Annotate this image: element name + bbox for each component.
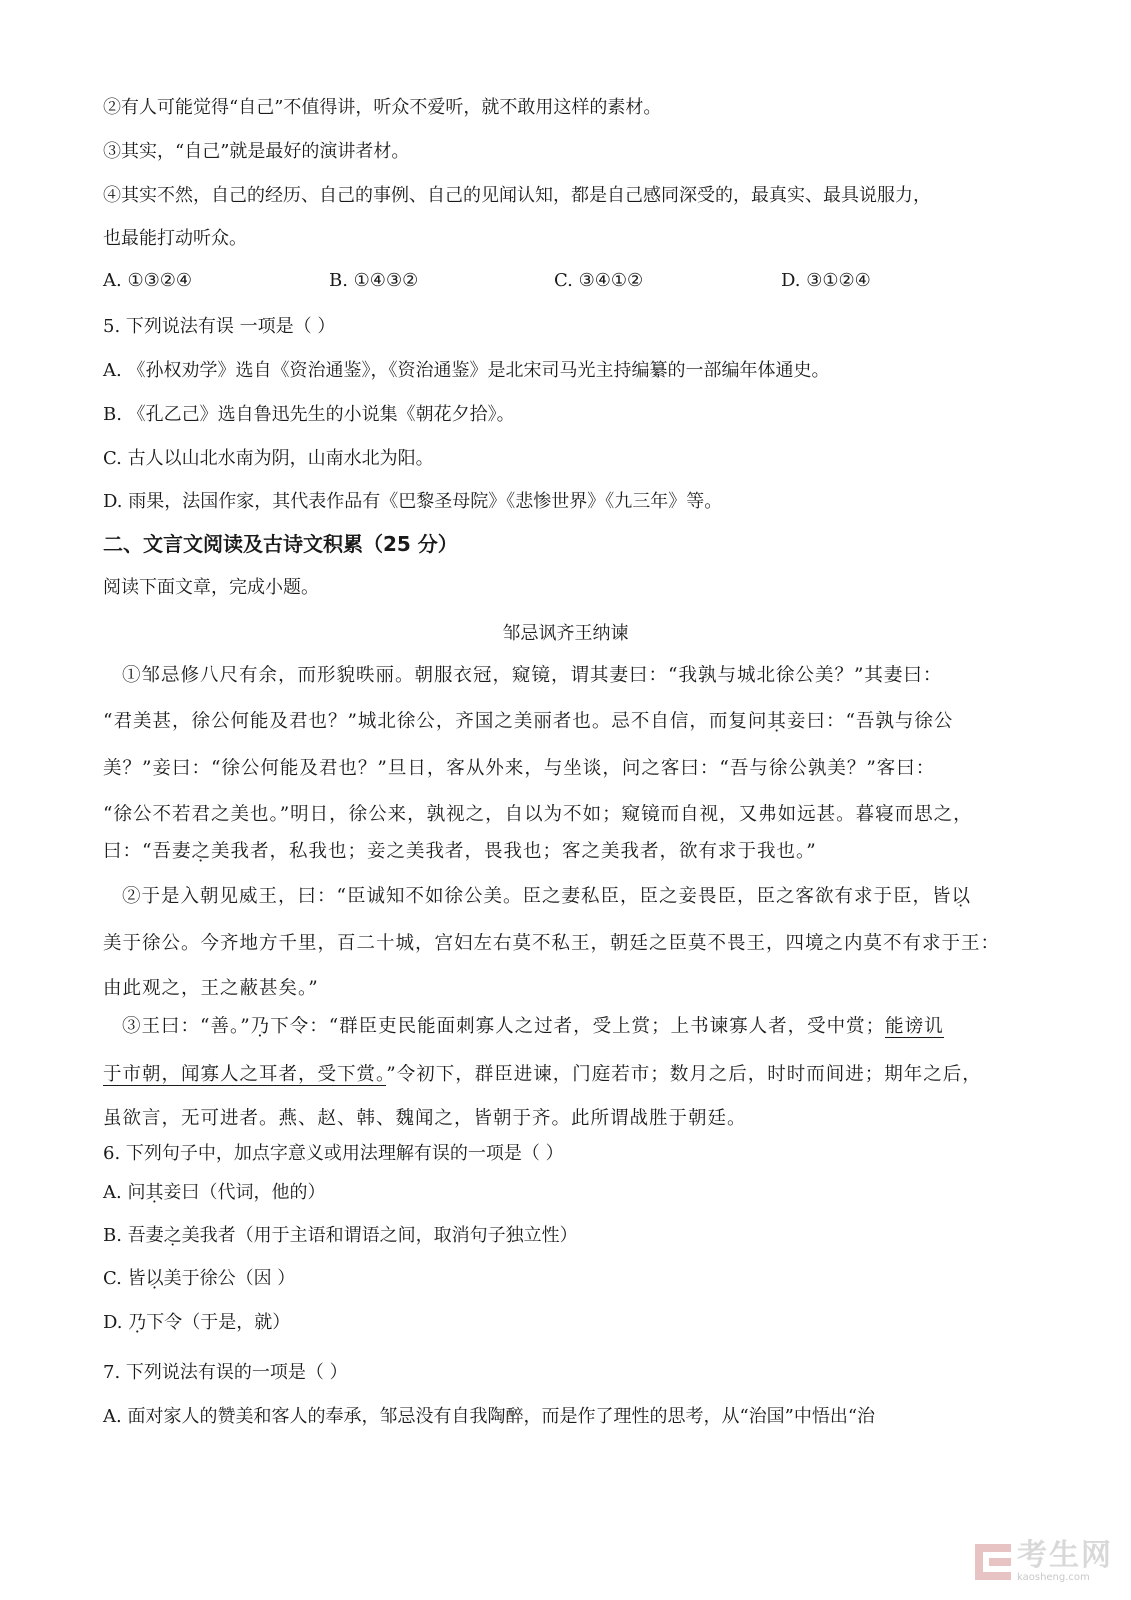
- logo-icon: [975, 1544, 1011, 1580]
- option-text: C. 皆: [103, 1268, 146, 1289]
- option-text: 美我者（用于主语和谓语之间，取消句子独立性）: [181, 1225, 578, 1246]
- passage-text: 下令：“群臣吏民能面刺寡人之过者，受上赏；上书谏寡人者，受中赏；: [270, 1016, 886, 1037]
- passage-title: 邹忌讽齐王纳谏: [502, 623, 629, 644]
- dotted-char: 之: [163, 1225, 182, 1246]
- passage-p1-line2: [103, 709, 953, 735]
- q6-stem: 6. 下列句子中，加点字意义或用法理解有误的一项是（ ）: [103, 1143, 564, 1164]
- watermark-text: 考生网: [1017, 1538, 1113, 1573]
- passage-text: 曰：“吾妻: [103, 841, 192, 862]
- passage-text: “君美甚，徐公何能及君也？”城北徐公，齐国之美丽者也。忌不自信，而复问: [103, 711, 768, 732]
- passage-p2-line3: 由此观之，王之蔽甚矣。”: [103, 978, 319, 999]
- passage-p3-line1: [122, 1014, 944, 1040]
- section-2-instruction: 阅读下面文章，完成小题。: [103, 577, 319, 598]
- dotted-char: 以: [951, 886, 971, 907]
- option-text: B. 吾妻: [103, 1225, 164, 1246]
- option-text: 下令（于是，就）: [146, 1312, 291, 1333]
- section-2-heading: 二、文言文阅读及古诗文积累（25 分）: [103, 532, 458, 556]
- q4-option-d: D. ③①②④: [781, 270, 871, 291]
- passage-p1-line3: 美？”妾曰：“徐公何能及君也？”旦日，客从外来，与坐谈，问之客曰：“吾与徐公孰美？”客曰：: [103, 758, 936, 779]
- watermark: [975, 1540, 1113, 1584]
- passage-p1-line1: ①邹忌修八尺有余，而形貌昳丽。朝服衣冠，窥镜，谓其妻曰：“我孰与城北徐公美？”其妻曰：: [122, 665, 943, 686]
- passage-p3-line3: 虽欲言，无可进者。燕、赵、韩、魏闻之，皆朝于齐。此所谓战胜于朝廷。: [103, 1108, 747, 1129]
- q4-sentence-2: ②有人可能觉得“自己”不值得讲，听众不爱听，就不敢用这样的素材。: [103, 97, 662, 118]
- q4-option-a: A. ①③②④: [103, 270, 192, 291]
- q7-option-a: A. 面对家人的赞美和客人的奉承，邹忌没有自我陶醉，而是作了理性的思考，从“治国”中悟出“治: [103, 1406, 876, 1427]
- passage-p2-line1: [122, 884, 971, 910]
- q6-option-a: [103, 1180, 325, 1206]
- q5-stem: 5. 下列说法有误 一项是（ ）: [103, 316, 336, 337]
- q6-option-c: [103, 1266, 295, 1292]
- dotted-char: 其: [145, 1182, 164, 1203]
- underlined-text: 能谤讥: [885, 1016, 944, 1037]
- passage-p3-line2: [103, 1062, 982, 1088]
- q4-sentence-3: ③其实，“自己”就是最好的演讲者材。: [103, 141, 410, 162]
- q7-stem: 7. 下列说法有误的一项是（ ）: [103, 1362, 348, 1383]
- q5-option-d: D. 雨果，法国作家，其代表作品有《巴黎圣母院》《悲惨世界》《九三年》等。: [103, 491, 723, 512]
- q6-option-d: [103, 1310, 290, 1336]
- passage-text: ③王曰：“善。”: [122, 1016, 251, 1037]
- watermark-text-group: [1017, 1540, 1113, 1584]
- dotted-char: 其: [767, 711, 787, 732]
- q4-option-c: C. ③④①②: [554, 270, 644, 291]
- q4-sentence-4: ④其实不然，自己的经历、自己的事例、自己的见闻认知，都是自己感同深受的，最真实、最具说服力，: [103, 185, 931, 206]
- option-text: 妾曰（代词，他的）: [163, 1182, 326, 1203]
- passage-text: 妾曰：“吾孰与徐公: [786, 711, 954, 732]
- q5-option-b: B. 《孔乙己》选自鲁迅先生的小说集《朝花夕拾》。: [103, 404, 515, 425]
- underlined-text: 于市朝，闻寡人之耳者，受下赏。: [103, 1064, 387, 1085]
- watermark-url: kaosheng.com: [1017, 1572, 1090, 1583]
- q4-option-b: B. ①④③②: [329, 270, 419, 291]
- dotted-char: 乃: [250, 1016, 271, 1037]
- q4-sentence-4-cont: 也最能打动听众。: [103, 228, 247, 249]
- passage-p1-line5: [103, 839, 817, 865]
- passage-p1-line4: “徐公不若君之美也。”明日，徐公来，孰视之，自以为不如；窥镜而自视，又弗如远甚。暮寝而思之，: [103, 804, 973, 825]
- dotted-char: 之: [191, 841, 211, 862]
- passage-text: 美我者，私我也；妾之美我者，畏我也；客之美我者，欲有求于我也。”: [210, 841, 817, 862]
- dotted-char: 以: [145, 1268, 164, 1289]
- passage-text: ”令初下，群臣进谏，门庭若市；数月之后，时时而间进；期年之后，: [386, 1064, 982, 1085]
- q5-option-a: A. 《孙权劝学》选自《资治通鉴》，《资治通鉴》是北宋司马光主持编纂的一部编年体通史。: [103, 360, 830, 381]
- q5-option-c: C. 古人以山北水南为阴，山南水北为阳。: [103, 448, 434, 469]
- option-text: A. 问: [103, 1182, 146, 1203]
- q6-option-b: [103, 1223, 578, 1249]
- dotted-char: 乃: [128, 1312, 147, 1333]
- passage-text: ②于是入朝见威王，曰：“臣诚知不如徐公美。臣之妻私臣，臣之妾畏臣，臣之客欲有求于臣，皆: [122, 886, 952, 907]
- option-text: D.: [103, 1312, 129, 1333]
- option-text: 美于徐公（因 ）: [163, 1268, 296, 1289]
- passage-p2-line2: 美于徐公。今齐地方千里，百二十城，宫妇左右莫不私王，朝廷之臣莫不畏王，四境之内莫不有求于王：: [103, 933, 1001, 954]
